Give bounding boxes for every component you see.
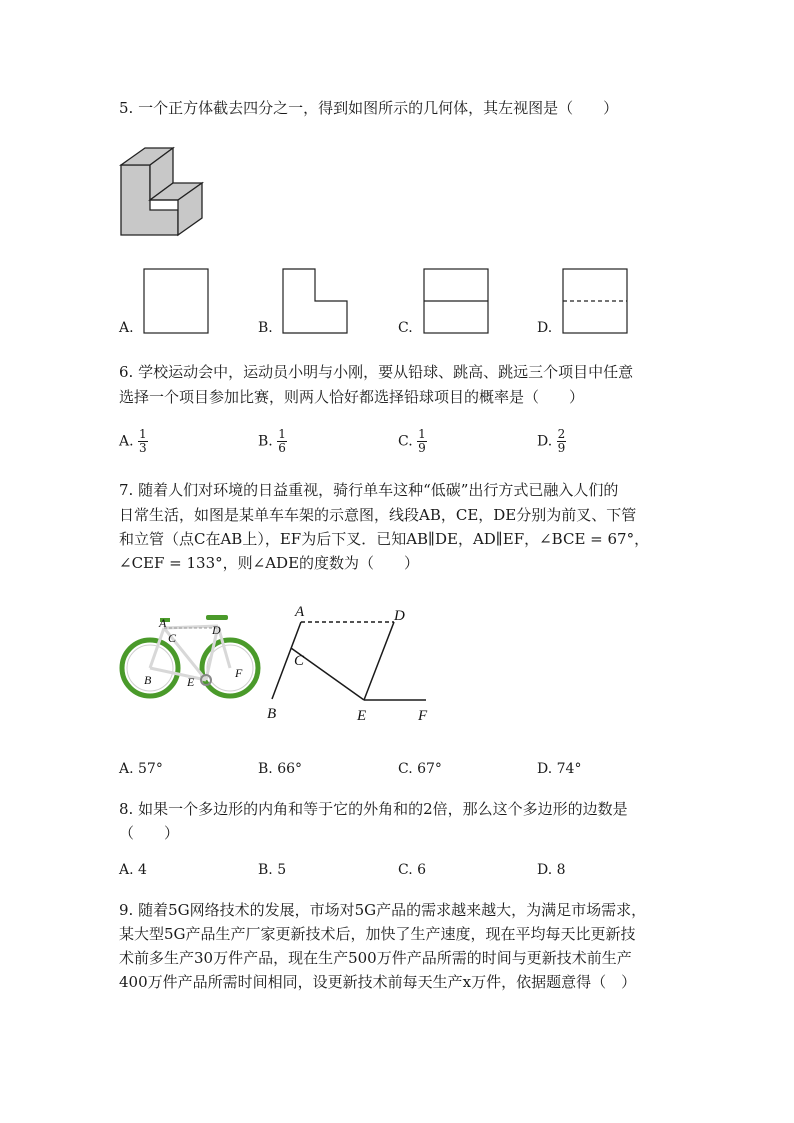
q5-option-b-label[interactable]: B. [258,320,273,336]
q6-option-d-fraction [557,428,567,455]
q7-option-a[interactable]: A. 57° [119,761,163,777]
diagram-label-c: C [294,653,305,669]
q8-line-2: （ ） [119,824,180,842]
q8-option-d[interactable]: D. 8 [537,862,566,878]
bike-label-f: F [235,666,243,680]
fraction-numerator: 2 [557,427,566,441]
q7-option-b[interactable]: B. 66° [258,761,303,777]
q7-option-d[interactable]: D. 74° [537,761,582,777]
q7-option-c[interactable]: C. 67° [398,761,442,777]
q7-line-4: ∠CEF = 133°，则∠ADE的度数为（ ） [119,554,420,572]
bike-label-c: C [168,631,177,645]
fraction-denominator: 9 [418,441,426,455]
bike-label-e: E [187,675,195,689]
diagram-label-e: E [357,708,367,724]
q9-line-2: 某大型5G产品生产厂家更新技术后，加快了生产速度，现在平均每天比更新技 [119,925,636,943]
saddle [206,615,228,620]
fraction-numerator: 1 [139,427,147,441]
diagram-label-a: A [295,604,305,620]
q8-option-b[interactable]: B. 5 [258,862,287,878]
q8-option-c[interactable]: C. 6 [398,862,427,878]
q8-option-a[interactable]: A. 4 [119,862,147,878]
q6-option-a-label: A. [119,433,134,450]
q5-option-c-label[interactable]: C. [398,320,413,336]
fraction-denominator: 6 [278,441,286,455]
fraction-denominator: 9 [557,441,566,455]
q9-line-4: 400万件产品所需时间相同，设更新技术前每天生产x万件，依据题意得（ ） [119,973,637,991]
q6-line-1: 6. 学校运动会中，运动员小明与小刚，要从铅球、跳高、跳远三个项目中任意 [119,363,634,381]
q6-line-2: 选择一个项目参加比赛，则两人恰好都选择铅球项目的概率是（ ） [119,388,585,406]
segment-de [364,622,394,700]
q7-line-3: 和立管（点C在AB上），EF为后下叉．已知AB∥DE，AD∥EF，∠BCE = 67°， [119,530,650,548]
diagram-label-d: D [394,608,405,624]
q9-line-1: 9. 随着5G网络技术的发展，市场对5G产品的需求越来越大，为满足市场需求， [119,901,647,919]
q7-line-2: 日常生活，如图是某单车车架的示意图，线段AB，CE，DE分别为前叉、下管 [119,506,637,524]
q6-option-b[interactable] [258,428,287,455]
bike-label-a: A [159,616,167,630]
q5-option-d-figure [562,268,630,336]
fraction-numerator: 1 [418,427,426,441]
q5-option-d-label[interactable]: D. [537,320,553,336]
fraction-numerator: 1 [278,427,286,441]
q6-option-d-label: D. [537,433,553,450]
bike-label-d: D [212,623,221,637]
q8-line-1: 8. 如果一个多边形的内角和等于它的外角和的2倍，那么这个多边形的边数是 [119,800,628,818]
q9-line-3: 术前多生产30万件产品，现在生产500万件产品所需的时间与更新技术前生产 [119,949,632,967]
q6-option-b-label: B. [258,433,273,450]
q7-line-1: 7. 随着人们对环境的日益重视，骑行单车这种“低碳”出行方式已融入人们的 [119,481,619,499]
q6-option-c-label: C. [398,433,413,450]
bicycle-photo [118,610,268,702]
q5-text: 5. 一个正方体截去四分之一，得到如图所示的几何体，其左视图是（ ） [119,99,619,117]
bike-label-b: B [144,673,152,687]
q6-option-d[interactable] [537,428,566,455]
q6-option-c-fraction [417,428,427,455]
q5-solid-figure [115,140,215,240]
q6-option-a-fraction [138,428,148,455]
q6-option-c[interactable] [398,428,427,455]
q5-option-a-figure [143,268,211,336]
diagram-label-f: F [418,708,428,724]
q6-option-b-fraction [277,428,287,455]
q5-option-c-figure [423,268,491,336]
q5-option-a-label[interactable]: A. [119,320,134,336]
q6-option-a[interactable] [119,428,148,455]
frame-diagram [258,598,438,726]
q5-option-b-figure [282,268,350,336]
diagram-label-b: B [267,706,277,722]
fraction-denominator: 3 [139,441,147,455]
